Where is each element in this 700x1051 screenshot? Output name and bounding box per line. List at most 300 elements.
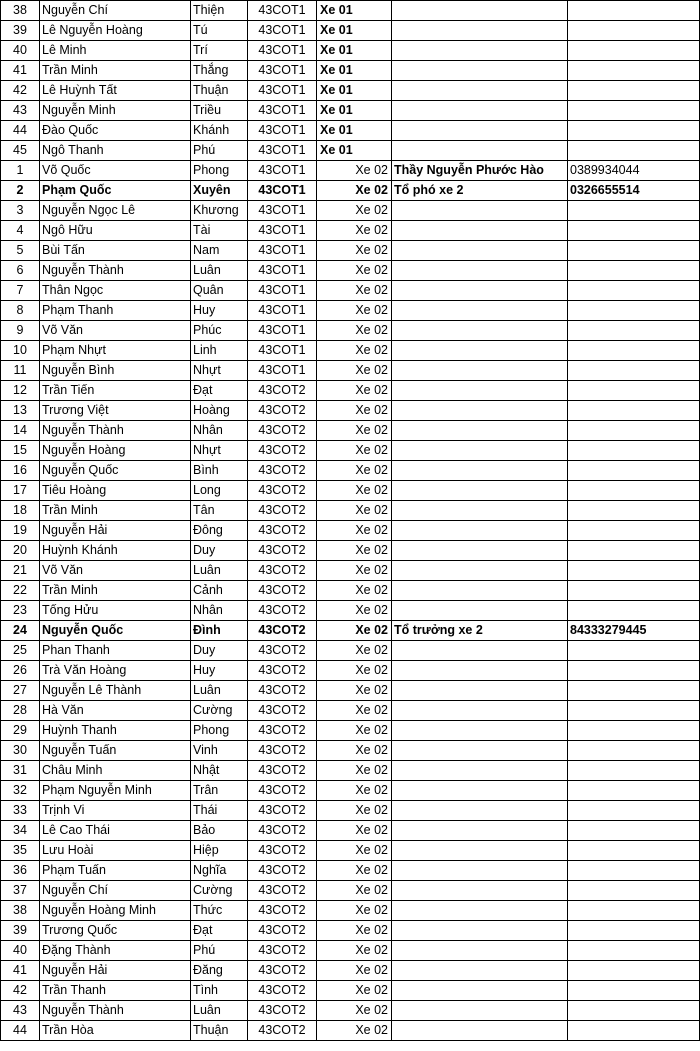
table-row [1,861,700,881]
bus-cell: Xe 02 [317,381,392,401]
surname-cell: Tiêu Hoàng [40,481,191,501]
phone-cell [568,641,700,661]
class-cell: 43COT1 [248,41,317,61]
surname-cell: Nguyễn Bình [40,361,191,381]
given-name-cell: Tú [191,21,248,41]
table-row [1,761,700,781]
surname-cell: Nguyễn Minh [40,101,191,121]
phone-cell [568,281,700,301]
stt-cell: 9 [1,321,40,341]
given-name-cell: Đình [191,621,248,641]
phone-cell [568,941,700,961]
phone-cell [568,381,700,401]
given-name-cell: Thắng [191,61,248,81]
bus-cell: Xe 01 [317,61,392,81]
stt-cell: 12 [1,381,40,401]
class-cell: 43COT2 [248,1021,317,1041]
table-row [1,421,700,441]
stt-cell: 29 [1,721,40,741]
surname-cell: Phạm Tuấn [40,861,191,881]
phone-cell: 0326655514 [568,181,700,201]
table-row [1,161,700,181]
role-note-cell: Tổ trưởng xe 2 [392,621,568,641]
class-cell: 43COT1 [248,101,317,121]
phone-cell [568,781,700,801]
given-name-cell: Cường [191,881,248,901]
class-cell: 43COT1 [248,181,317,201]
phone-cell [568,441,700,461]
class-cell: 43COT1 [248,201,317,221]
surname-cell: Võ Quốc [40,161,191,181]
phone-cell [568,1021,700,1041]
given-name-cell: Phú [191,141,248,161]
surname-cell: Nguyễn Ngọc Lê [40,201,191,221]
given-name-cell: Đạt [191,921,248,941]
surname-cell: Ngô Thanh [40,141,191,161]
surname-cell: Trương Việt [40,401,191,421]
role-note-cell [392,441,568,461]
surname-cell: Nguyễn Quốc [40,621,191,641]
table-row [1,941,700,961]
table-row [1,341,700,361]
given-name-cell: Huy [191,661,248,681]
given-name-cell: Luân [191,561,248,581]
class-cell: 43COT2 [248,861,317,881]
class-cell: 43COT1 [248,261,317,281]
given-name-cell: Tình [191,981,248,1001]
given-name-cell: Phong [191,161,248,181]
phone-cell [568,481,700,501]
class-cell: 43COT2 [248,521,317,541]
bus-cell: Xe 02 [317,161,392,181]
phone-cell [568,141,700,161]
class-cell: 43COT2 [248,541,317,561]
phone-cell [568,241,700,261]
class-cell: 43COT2 [248,1001,317,1021]
bus-cell: Xe 01 [317,121,392,141]
table-row [1,141,700,161]
class-cell: 43COT2 [248,941,317,961]
role-note-cell [392,1001,568,1021]
class-cell: 43COT2 [248,841,317,861]
given-name-cell: Huy [191,301,248,321]
stt-cell: 36 [1,861,40,881]
role-note-cell [392,961,568,981]
role-note-cell [392,721,568,741]
given-name-cell: Khương [191,201,248,221]
given-name-cell: Vinh [191,741,248,761]
table-row [1,701,700,721]
stt-cell: 32 [1,781,40,801]
bus-cell: Xe 02 [317,181,392,201]
bus-cell: Xe 02 [317,621,392,641]
given-name-cell: Nghĩa [191,861,248,881]
bus-cell: Xe 02 [317,881,392,901]
phone-cell: 84333279445 [568,621,700,641]
role-note-cell [392,501,568,521]
class-cell: 43COT2 [248,561,317,581]
class-cell: 43COT2 [248,981,317,1001]
stt-cell: 5 [1,241,40,261]
bus-cell: Xe 02 [317,801,392,821]
table-row [1,581,700,601]
role-note-cell [392,381,568,401]
stt-cell: 38 [1,1,40,21]
surname-cell: Trần Tiến [40,381,191,401]
stt-cell: 27 [1,681,40,701]
role-note-cell [392,841,568,861]
bus-cell: Xe 02 [317,601,392,621]
surname-cell: Trần Minh [40,501,191,521]
class-cell: 43COT1 [248,241,317,261]
table-row [1,1021,700,1041]
table-row [1,221,700,241]
stt-cell: 6 [1,261,40,281]
given-name-cell: Bình [191,461,248,481]
bus-cell: Xe 01 [317,141,392,161]
stt-cell: 4 [1,221,40,241]
table-row [1,621,700,641]
class-cell: 43COT1 [248,141,317,161]
bus-cell: Xe 02 [317,1001,392,1021]
role-note-cell [392,241,568,261]
surname-cell: Nguyễn Hoàng [40,441,191,461]
surname-cell: Lê Nguyễn Hoàng [40,21,191,41]
bus-cell: Xe 02 [317,521,392,541]
table-row [1,601,700,621]
phone-cell [568,401,700,421]
table-row [1,1001,700,1021]
role-note-cell [392,781,568,801]
class-cell: 43COT2 [248,481,317,501]
given-name-cell: Triều [191,101,248,121]
bus-cell: Xe 02 [317,421,392,441]
bus-cell: Xe 02 [317,301,392,321]
stt-cell: 23 [1,601,40,621]
bus-cell: Xe 02 [317,841,392,861]
stt-cell: 1 [1,161,40,181]
stt-cell: 8 [1,301,40,321]
surname-cell: Đào Quốc [40,121,191,141]
table-row [1,481,700,501]
stt-cell: 19 [1,521,40,541]
given-name-cell: Nhựt [191,361,248,381]
phone-cell [568,741,700,761]
class-cell: 43COT1 [248,81,317,101]
given-name-cell: Thuận [191,81,248,101]
role-note-cell [392,581,568,601]
given-name-cell: Phong [191,721,248,741]
role-note-cell [392,121,568,141]
given-name-cell: Thái [191,801,248,821]
class-cell: 43COT2 [248,661,317,681]
stt-cell: 26 [1,661,40,681]
bus-cell: Xe 02 [317,741,392,761]
table-row [1,981,700,1001]
surname-cell: Lưu Hoài [40,841,191,861]
class-cell: 43COT2 [248,921,317,941]
phone-cell [568,581,700,601]
surname-cell: Huỳnh Khánh [40,541,191,561]
phone-cell [568,1001,700,1021]
surname-cell: Huỳnh Thanh [40,721,191,741]
bus-cell: Xe 02 [317,1021,392,1041]
role-note-cell [392,221,568,241]
bus-cell: Xe 02 [317,641,392,661]
surname-cell: Nguyễn Lê Thành [40,681,191,701]
bus-cell: Xe 02 [317,341,392,361]
class-cell: 43COT2 [248,961,317,981]
phone-cell [568,861,700,881]
phone-cell [568,541,700,561]
table-row [1,841,700,861]
phone-cell [568,101,700,121]
stt-cell: 21 [1,561,40,581]
given-name-cell: Luân [191,261,248,281]
class-cell: 43COT1 [248,301,317,321]
surname-cell: Phạm Nguyễn Minh [40,781,191,801]
stt-cell: 15 [1,441,40,461]
stt-cell: 3 [1,201,40,221]
bus-cell: Xe 02 [317,981,392,1001]
bus-cell: Xe 02 [317,281,392,301]
bus-cell: Xe 02 [317,501,392,521]
role-note-cell [392,641,568,661]
role-note-cell [392,61,568,81]
role-note-cell [392,881,568,901]
bus-cell: Xe 02 [317,241,392,261]
phone-cell: 0389934044 [568,161,700,181]
given-name-cell: Nhựt [191,441,248,461]
roster-body [1,1,700,1041]
given-name-cell: Trân [191,781,248,801]
stt-cell: 44 [1,1021,40,1041]
class-cell: 43COT2 [248,781,317,801]
bus-cell: Xe 02 [317,721,392,741]
table-row [1,521,700,541]
phone-cell [568,41,700,61]
given-name-cell: Hoàng [191,401,248,421]
table-row [1,961,700,981]
stt-cell: 43 [1,101,40,121]
role-note-cell [392,761,568,781]
surname-cell: Phạm Thanh [40,301,191,321]
given-name-cell: Linh [191,341,248,361]
bus-cell: Xe 02 [317,761,392,781]
bus-cell: Xe 02 [317,661,392,681]
bus-cell: Xe 01 [317,81,392,101]
bus-cell: Xe 02 [317,861,392,881]
surname-cell: Nguyễn Chí [40,881,191,901]
surname-cell: Lê Minh [40,41,191,61]
given-name-cell: Quân [191,281,248,301]
phone-cell [568,261,700,281]
table-row [1,661,700,681]
role-note-cell [392,521,568,541]
table-row [1,821,700,841]
table-row [1,921,700,941]
given-name-cell: Phú [191,941,248,961]
phone-cell [568,121,700,141]
surname-cell: Trịnh Vi [40,801,191,821]
role-note-cell [392,481,568,501]
role-note-cell [392,541,568,561]
role-note-cell [392,261,568,281]
surname-cell: Nguyễn Tuấn [40,741,191,761]
role-note-cell [392,341,568,361]
phone-cell [568,881,700,901]
class-cell: 43COT2 [248,901,317,921]
phone-cell [568,981,700,1001]
phone-cell [568,221,700,241]
table-row [1,321,700,341]
bus-cell: Xe 02 [317,461,392,481]
given-name-cell: Luân [191,681,248,701]
bus-cell: Xe 02 [317,781,392,801]
stt-cell: 10 [1,341,40,361]
class-cell: 43COT1 [248,221,317,241]
phone-cell [568,501,700,521]
role-note-cell [392,301,568,321]
table-row [1,121,700,141]
role-note-cell [392,741,568,761]
surname-cell: Võ Văn [40,321,191,341]
role-note-cell [392,801,568,821]
bus-cell: Xe 01 [317,101,392,121]
bus-cell: Xe 02 [317,961,392,981]
bus-cell: Xe 02 [317,941,392,961]
bus-cell: Xe 02 [317,921,392,941]
given-name-cell: Xuyên [191,181,248,201]
surname-cell: Trà Văn Hoàng [40,661,191,681]
bus-cell: Xe 01 [317,41,392,61]
table-row [1,381,700,401]
role-note-cell [392,561,568,581]
table-row [1,801,700,821]
surname-cell: Thân Ngọc [40,281,191,301]
surname-cell: Châu Minh [40,761,191,781]
surname-cell: Nguyễn Quốc [40,461,191,481]
class-cell: 43COT2 [248,581,317,601]
table-row [1,41,700,61]
surname-cell: Võ Văn [40,561,191,581]
surname-cell: Nguyễn Hoàng Minh [40,901,191,921]
stt-cell: 34 [1,821,40,841]
stt-cell: 24 [1,621,40,641]
class-cell: 43COT2 [248,461,317,481]
stt-cell: 38 [1,901,40,921]
class-cell: 43COT1 [248,1,317,21]
class-cell: 43COT2 [248,721,317,741]
phone-cell [568,301,700,321]
class-cell: 43COT1 [248,161,317,181]
table-row [1,301,700,321]
phone-cell [568,681,700,701]
role-note-cell [392,141,568,161]
bus-cell: Xe 02 [317,821,392,841]
role-note-cell [392,821,568,841]
phone-cell [568,661,700,681]
phone-cell [568,901,700,921]
phone-cell [568,61,700,81]
phone-cell [568,521,700,541]
given-name-cell: Thuận [191,1021,248,1041]
table-row [1,781,700,801]
stt-cell: 43 [1,1001,40,1021]
stt-cell: 42 [1,981,40,1001]
bus-cell: Xe 01 [317,21,392,41]
phone-cell [568,321,700,341]
phone-cell [568,761,700,781]
bus-cell: Xe 02 [317,201,392,221]
table-row [1,1,700,21]
role-note-cell [392,661,568,681]
role-note-cell [392,201,568,221]
bus-cell: Xe 02 [317,481,392,501]
table-row [1,461,700,481]
table-row [1,501,700,521]
bus-cell: Xe 02 [317,681,392,701]
table-row [1,401,700,421]
class-cell: 43COT2 [248,501,317,521]
phone-cell [568,21,700,41]
stt-cell: 20 [1,541,40,561]
bus-cell: Xe 02 [317,361,392,381]
surname-cell: Trần Minh [40,581,191,601]
class-cell: 43COT1 [248,121,317,141]
role-note-cell [392,321,568,341]
table-row [1,281,700,301]
phone-cell [568,961,700,981]
phone-cell [568,721,700,741]
surname-cell: Lê Huỳnh Tất [40,81,191,101]
role-note-cell: Tổ phó xe 2 [392,181,568,201]
stt-cell: 18 [1,501,40,521]
stt-cell: 39 [1,921,40,941]
table-row [1,61,700,81]
stt-cell: 11 [1,361,40,381]
class-cell: 43COT2 [248,761,317,781]
phone-cell [568,841,700,861]
role-note-cell [392,861,568,881]
role-note-cell [392,21,568,41]
table-row [1,441,700,461]
role-note-cell: Thầy Nguyễn Phước Hào [392,161,568,181]
stt-cell: 7 [1,281,40,301]
class-cell: 43COT2 [248,701,317,721]
stt-cell: 17 [1,481,40,501]
given-name-cell: Nhân [191,601,248,621]
surname-cell: Bùi Tấn [40,241,191,261]
bus-cell: Xe 02 [317,261,392,281]
class-cell: 43COT1 [248,281,317,301]
table-row [1,721,700,741]
surname-cell: Nguyễn Thành [40,1001,191,1021]
role-note-cell [392,681,568,701]
bus-cell: Xe 02 [317,321,392,341]
surname-cell: Nguyễn Chí [40,1,191,21]
table-row [1,561,700,581]
class-cell: 43COT1 [248,61,317,81]
stt-cell: 39 [1,21,40,41]
given-name-cell: Cảnh [191,581,248,601]
surname-cell: Phạm Nhựt [40,341,191,361]
surname-cell: Nguyễn Thành [40,421,191,441]
stt-cell: 44 [1,121,40,141]
table-row [1,681,700,701]
given-name-cell: Đông [191,521,248,541]
surname-cell: Trần Minh [40,61,191,81]
